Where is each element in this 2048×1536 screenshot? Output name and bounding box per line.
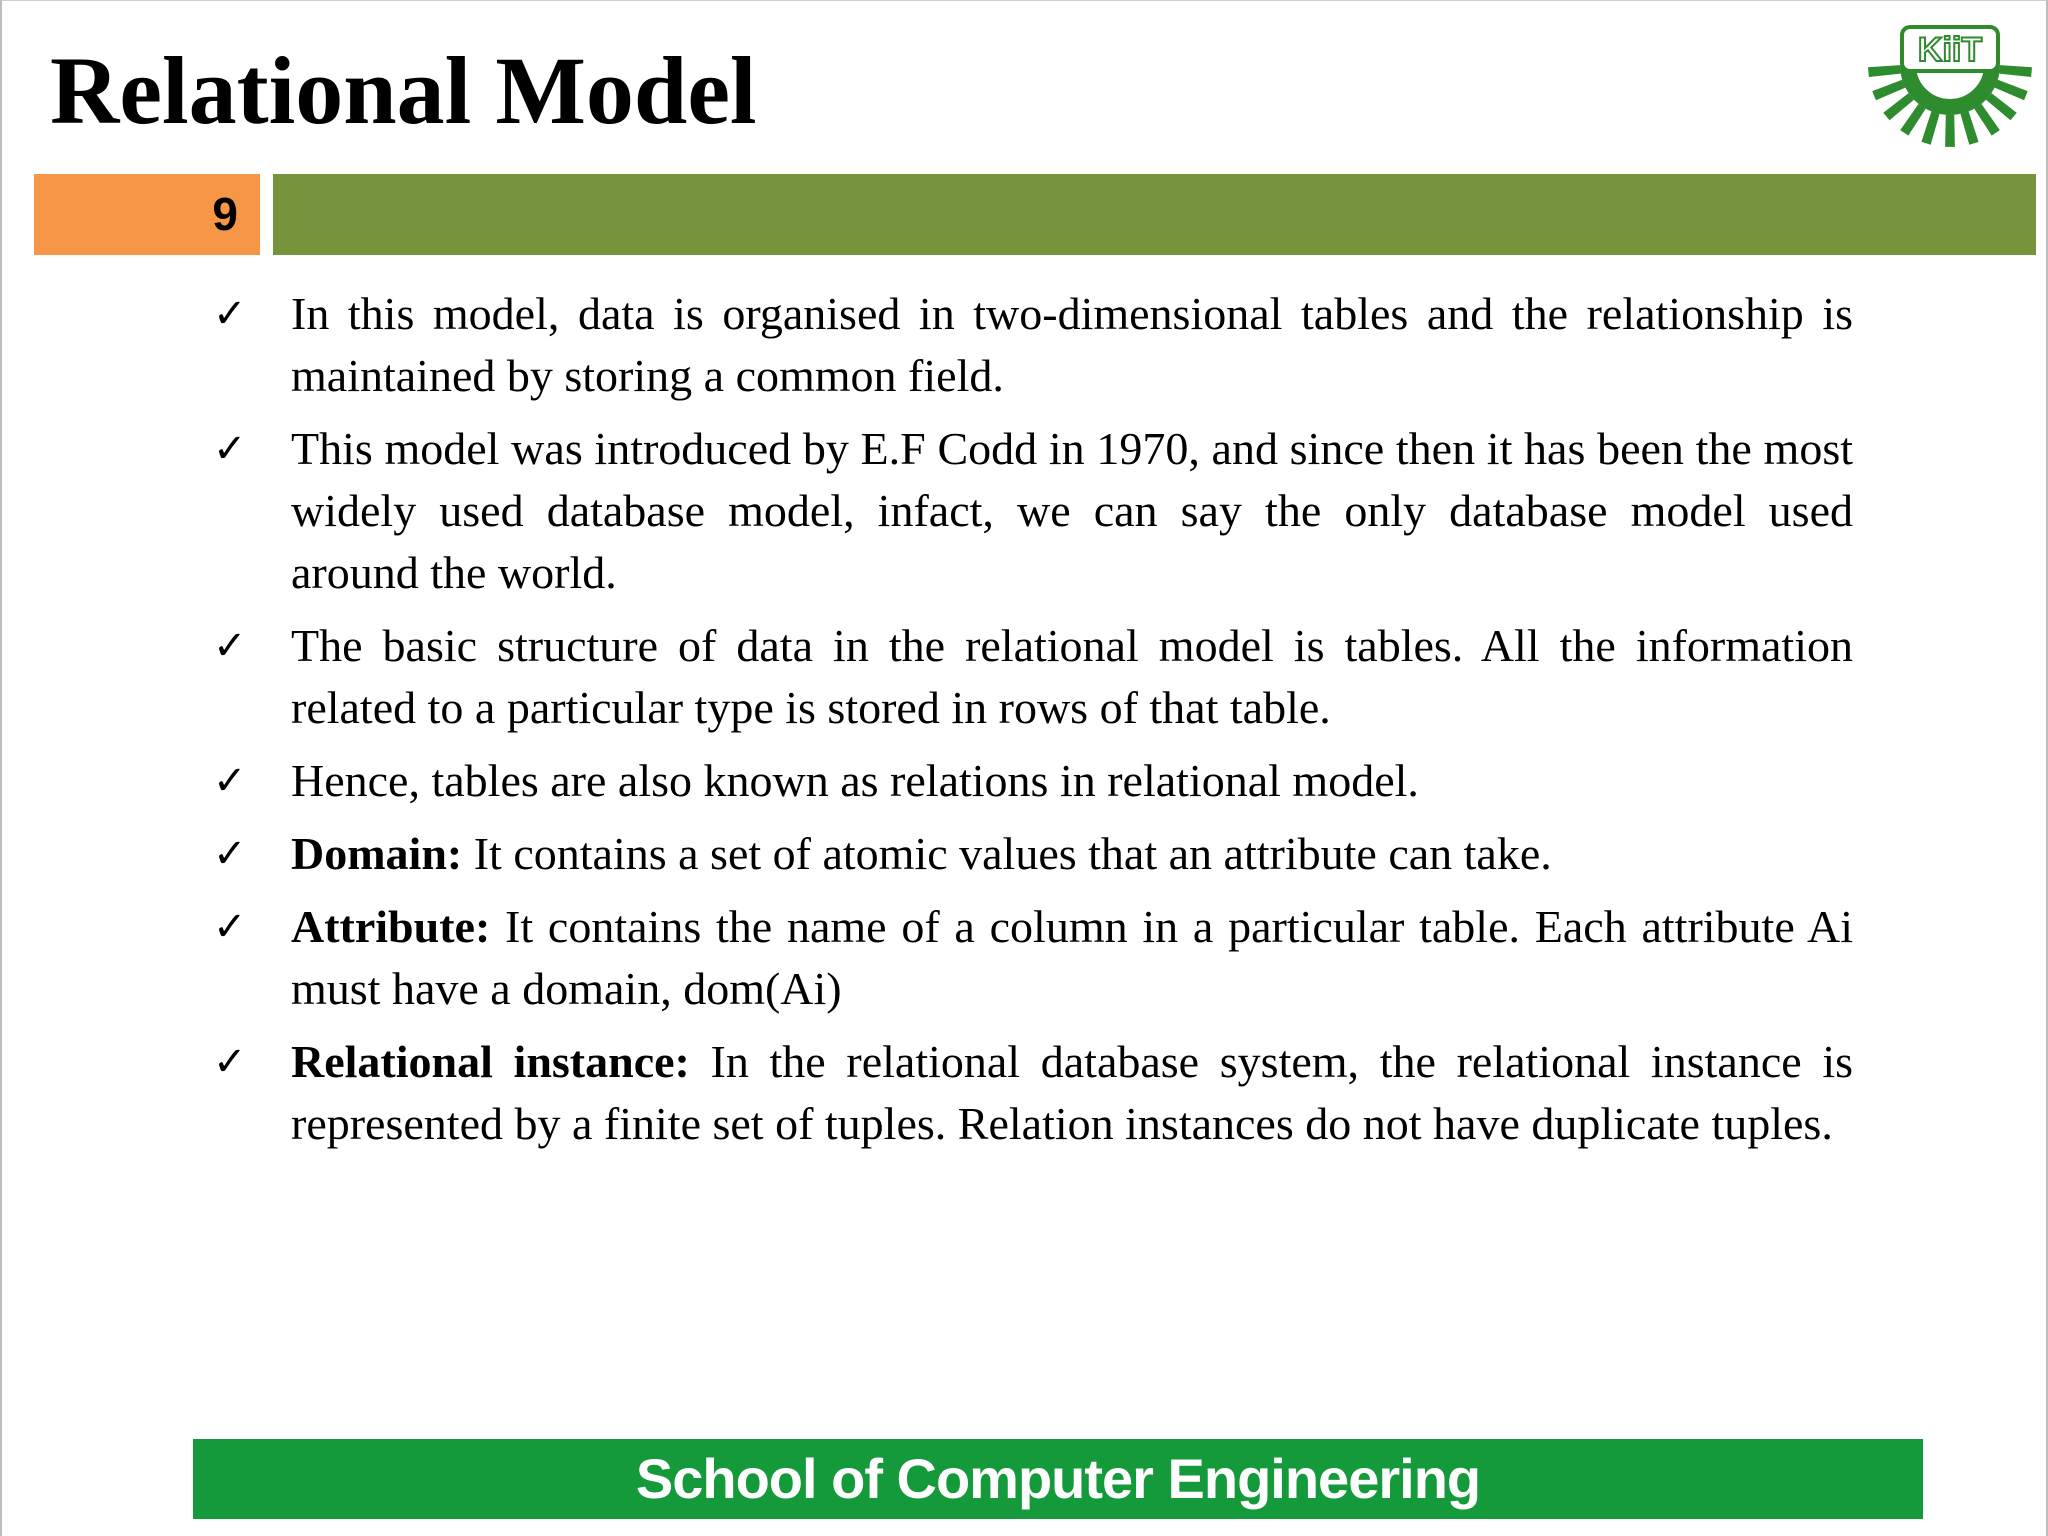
logo-ray (1921, 111, 1939, 144)
logo-ray (1986, 93, 2017, 120)
logo-ray (1883, 93, 1914, 120)
bullet-item (213, 418, 1853, 604)
bullet-text: Hence, tables are also known as relations in relational model. (291, 755, 1419, 806)
bullet-term: Attribute: (291, 901, 491, 952)
bullet-text: The basic structure of data in the relational model is tables. All the information related to a particular type is stored in rows of that table. (291, 620, 1853, 733)
logo-ray (1974, 104, 2000, 136)
slide-number-box (34, 174, 260, 255)
bullet-list (213, 283, 1853, 1166)
check-icon: ✓ (213, 904, 247, 950)
check-icon: ✓ (213, 831, 247, 877)
bullet-text: In the relational database system, the relational instance is represented by a finite set of tuples. Relation instances do not have duplicate tuples. (291, 1036, 1853, 1149)
check-icon: ✓ (213, 291, 247, 337)
logo-ray (1945, 115, 1955, 147)
check-icon: ✓ (213, 426, 247, 472)
bullet-term: Domain: (291, 828, 463, 879)
slide-number: 9 (212, 188, 238, 240)
bullet-text: It contains the name of a column in a particular table. Each attribute Ai must have a domain, dom(Ai) (291, 901, 1853, 1014)
logo-ray (1872, 80, 1905, 101)
check-icon: ✓ (213, 623, 247, 669)
footer-banner (193, 1439, 1923, 1519)
logo-ray (1995, 80, 2028, 101)
logo-ray (1900, 104, 1926, 136)
bullet-item (213, 615, 1853, 739)
bullet-item (213, 750, 1853, 812)
bullet-item (213, 896, 1853, 1020)
bullet-text: In this model, data is organised in two-dimensional tables and the relationship is maintained by storing a common field. (291, 288, 1853, 401)
check-icon: ✓ (213, 1039, 247, 1085)
slide-title: Relational Model (50, 37, 757, 144)
bullet-item (213, 823, 1853, 885)
header-bar (273, 174, 2036, 255)
kiit-logo (1860, 23, 2040, 163)
bullet-text: It contains a set of atomic values that an attribute can take. (462, 828, 1552, 879)
logo-ray (1868, 65, 1901, 77)
bullet-term: Relational instance: (291, 1036, 690, 1087)
footer-text: School of Computer Engineering (635, 1447, 1481, 1510)
logo-ray (1961, 111, 1979, 144)
bullet-item (213, 1031, 1853, 1155)
logo-text: KiiT (1917, 31, 1983, 69)
check-icon: ✓ (213, 758, 247, 804)
bullet-item (213, 283, 1853, 407)
logo-ray (1999, 65, 2032, 77)
bullet-text: This model was introduced by E.F Codd in 1970, and since then it has been the most widely used database model, infact, we can say the only database model used around the world. (291, 423, 1853, 598)
